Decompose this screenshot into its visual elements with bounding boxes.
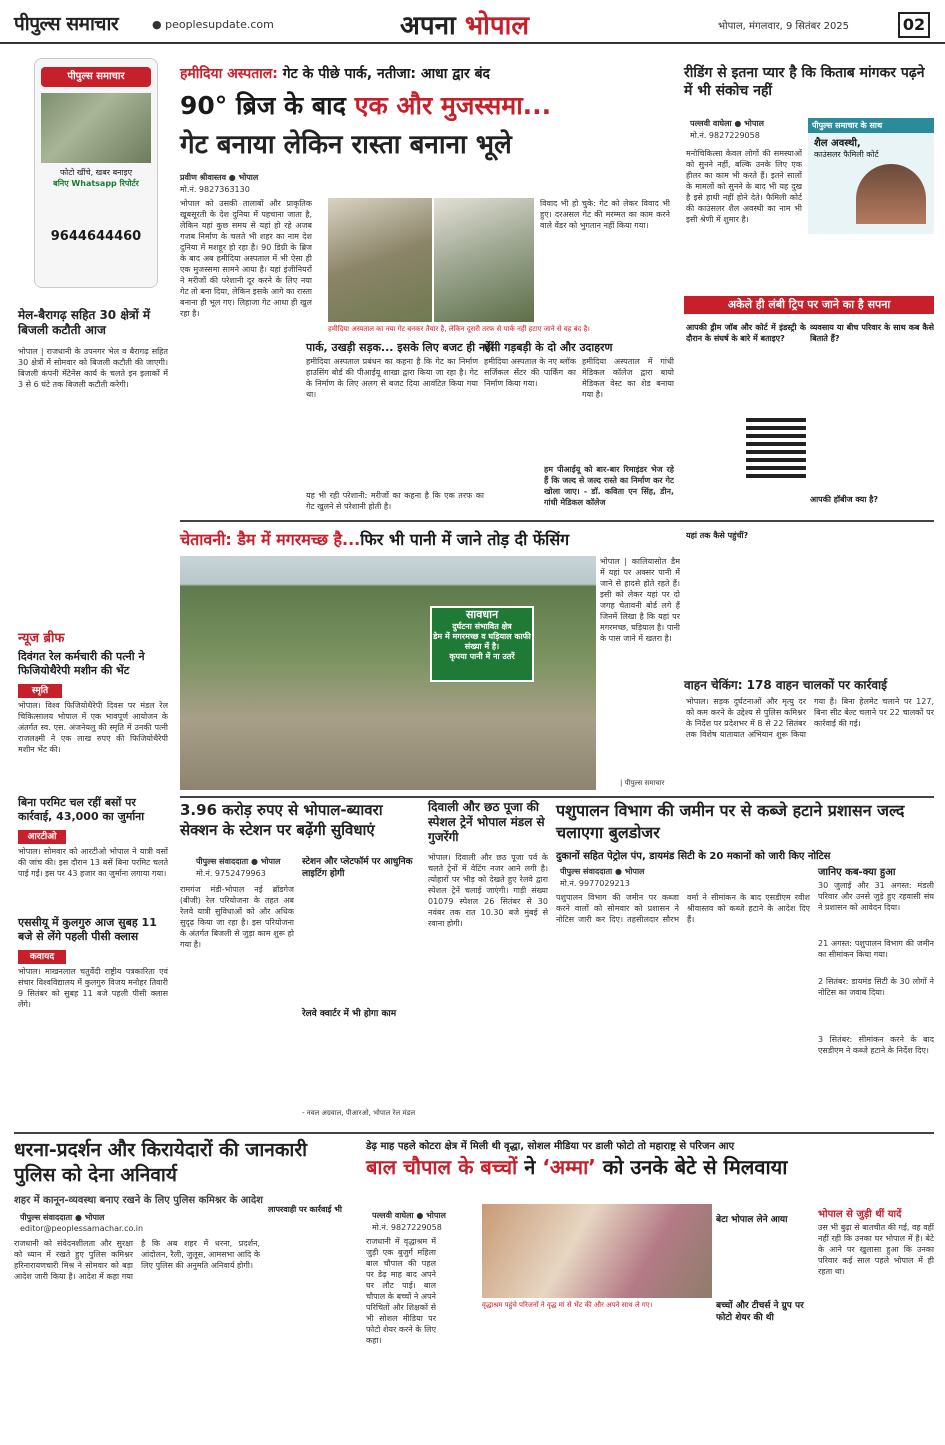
amma-side-headline: भोपाल से जुड़ी थीं यादें bbox=[818, 1209, 902, 1220]
lead-byline: प्रवीण श्रीवास्तव ● भोपाल bbox=[180, 173, 259, 182]
gate-photo-caption: हमीदिया अस्पताल का नया गेट बनकर तैयार है, लेकिन दूसरी तरफ से पार्क नहीं हटाए जाने से वह बंद है। bbox=[328, 325, 590, 333]
reading-byline: पल्लवी वाघेला ● भोपाल bbox=[690, 119, 764, 128]
reading-body: मनोचिकित्सा केवल लोगों की समस्याओं को सुनने नहीं, बल्कि उनके लिए एक हीलर का काम भी करते हैं। इतने सालों के मामलों को सुनने के बाद भी यह दुख है इसे हाथी नहीं होने देते। फैमिली कोर्ट की काउंसलर शैल अवस्थी का नाम भी इसी श्रेणी में शुमार है। bbox=[686, 149, 802, 224]
lead-mobile: मो.नं. 9827363130 bbox=[180, 185, 250, 194]
amma-photo-caption: वृद्धाश्रम पहुंचे परिजनों ने वृद्ध मां से भेंट की और अपने साथ ले गए। bbox=[482, 1301, 653, 1309]
power-cut-body: भोपाल | राजधानी के उपनगर भेल व बैरागढ़ सहित 30 क्षेत्रों में सोमवार को बिजली कटौती की जाएगी। बिजली कंपनी मेंटेनेंस कार्य के चलते इन इलाकों में 3 से 6 घंटे तक बिजली कटौती करेगी। bbox=[18, 347, 168, 389]
whatsapp-reporter-ad[interactable] bbox=[34, 58, 158, 288]
brief-2-headline: बिना परमिट चल रहीं बसों पर कार्रवाई, 43,000 का जुर्माना bbox=[18, 796, 145, 823]
divider bbox=[180, 520, 934, 522]
ad-phone-number[interactable]: 9644644460 bbox=[50, 229, 142, 244]
protest-byline: पीपुल्स संवाददाता ● भोपाल bbox=[20, 1213, 105, 1222]
vet-side-headline: जानिए कब-क्या हुआ bbox=[818, 867, 896, 878]
lead-headline-2: गेट बनाया लेकिन रास्ता बनाना भूले bbox=[180, 130, 512, 160]
protest-headline: धरना-प्रदर्शन और किरायेदारों की जानकारी पुलिस को देना अनिवार्य bbox=[14, 1139, 308, 1186]
gate-photo-2 bbox=[434, 198, 534, 322]
amma-mobile: मो.नं. 9827229058 bbox=[372, 1223, 442, 1232]
amma-body: राजधानी में वृद्धाश्रम में जुड़ी एक बुजुर्ग महिला बाल चौपाल की पहल पर डेढ़ माह बाद अपने घर लौट पाई। बाल चौपाल के बच्चों ने अपने परिचितों और शिक्षकों से भी सोशल मीडिया पर फोटो शेयर करने के लिए कहा। bbox=[366, 1237, 436, 1345]
website-url[interactable]: ● peoplesupdate.com bbox=[152, 18, 274, 31]
vet-side-1: 30 जुलाई और 31 अगस्त: मंडली परिवार और उनसे जुड़े हुए रहवासी संघ ने प्रशासन को आवेदन दिया। bbox=[818, 881, 934, 912]
vet-side-2: 21 अगस्त: पशुपालन विभाग की जमीन का सीमांकन किया गया। bbox=[818, 939, 934, 959]
vet-mobile: मो.नं. 9977029213 bbox=[560, 879, 630, 888]
lead-subhead-1: पार्क, उखड़ी सड़क... इसके लिए बजट ही नहीं bbox=[306, 341, 494, 354]
trains-headline: दिवाली और छठ पूजा की स्पेशल ट्रेनें भोपाल मंडल से गुजरेंगी bbox=[428, 800, 545, 844]
qr-code[interactable] bbox=[746, 418, 806, 478]
rail-subhead-2: रेलवे क्वार्टर में भी होगा काम bbox=[302, 1009, 397, 1019]
lead-body: भोपाल को उसकी तालाबों और प्राकृतिक खूबसूरती के देश दुनिया में पहचाना जाता है, लेकिन यहां कुछ समय से यहां हो रहे अजब गजब निर्माण के चलते भी शहर का नाम देश दुनिया में मशहूर हो रहा है। 90 डिग्री के ब्रिज के बाद अब हमीदिया अस्पताल में भी ऐसा ही एक मुजस्समा सामने आया है। यहां इंजीनियरों ने मरीजों की परेशानी दूर करने के लिए नया गेट तो बना दिया, लेकिन इसके आगे का रास्ता बनाना ही भूल गए। लिहाजा गेट आधा ही खुल रहा है। bbox=[180, 199, 312, 318]
lead-subhead-2: ऐसी गड़बड़ी के दो और उदाहरण bbox=[484, 341, 613, 354]
vehicle-headline: वाहन चेकिंग: 178 वाहन चालकों पर कार्रवाई bbox=[684, 678, 888, 692]
rail-subhead-1: स्टेशन और प्लेटफॉर्म पर आधुनिक लाइटिंग होगी bbox=[302, 857, 413, 879]
vet-headline: पशुपालन विभाग की जमीन पर से कब्जे हटाने प्रशासन जल्द चलाएगा बुलडोजर bbox=[556, 801, 905, 842]
lead-bottom-note: यह भी रही परेशानी: मरीजों का कहना है कि एक तरफ का गेट खुलने से परेशानी होती है। bbox=[306, 491, 484, 511]
question-2: व्यवसाय या बीच परिवार के साथ कब कैसे बिताते हैं? bbox=[810, 323, 934, 343]
brief-1-headline: दिवंगत रेल कर्मचारी की पत्नी ने फिजियोथैरेपी मशीन की भेंट bbox=[18, 650, 145, 677]
question-1: आपकी ड्रीम जॉब और कोर्ट में इंडस्ट्री के दौरान के संघर्ष के बारे में बताइए? bbox=[686, 323, 806, 343]
amma-subhead-1: बेटा भोपाल लेने आया bbox=[716, 1215, 788, 1225]
lead-side-text: विवाद भी हो चुके: गेट को लेकर विवाद भी हुए। दरअसल गेट की मरम्मत का काम करने वाले वेंडर को भुगतान नहीं किया गया। bbox=[540, 199, 670, 230]
vet-body: पशुपालन विभाग की जमीन पर कब्जा करने वालों को सोमवार को प्रशासन ने नोटिस जारी कर दिए। तहसीलदार सौरभ वर्मा ने सीमांकन के बाद एसडीएम रवीश श्रीवास्तव को कब्जे हटाने के आदेश दिए हैं। bbox=[556, 893, 810, 924]
brief-2-body: भोपाल। सोमवार को आरटीओ भोपाल ने यात्री वसों की जांच की। इस दौरान 13 बसें बिना परमिट चलते पाई गईं। इस पर 43 हजार का जुर्माना लगाया गया। bbox=[18, 847, 168, 878]
brief-3-badge: कवायद bbox=[18, 950, 66, 964]
rail-byline: पीपुल्स संवाददाता ● भोपाल bbox=[196, 857, 281, 866]
amma-headline: बाल चौपाल के बच्चों ने ‘अम्मा’ को उनके बेटे से मिलवाया bbox=[366, 1155, 788, 1179]
dam-credit: | पीपुल्स समाचार bbox=[620, 779, 665, 787]
counselor-name: शैल अवस्थी, bbox=[814, 138, 861, 149]
lead-headline-1: 90° ब्रिज के बाद एक और मुजस्समा... bbox=[180, 91, 552, 120]
amma-kicker: डेढ़ माह पहले कोटरा क्षेत्र में मिली थी वृद्धा, सोशल मीडिया पर डाली फोटो तो महाराष्ट्र से परिजन आए bbox=[366, 1141, 735, 1152]
counselor-badge: पीपुल्स समाचार के साथ bbox=[808, 118, 934, 133]
vehicle-body: भोपाल। सड़क दुर्घटनाओं और मृत्यु दर को कम करने के उद्देश्य से पुलिस कमिश्नर के निर्देश पर प्रदेशभर में 8 से 22 सितंबर तक विशेष यातायात अभियान शुरू किया गया है। बिना हेलमेट चलाने पर 127, बिना सीट बेल्ट चलाने पर 22 चालकों पर कार्रवाई की गई। bbox=[686, 697, 934, 739]
sign-line-1: सावधान bbox=[465, 608, 499, 621]
vet-byline: पीपुल्स संवाददाता ● भोपाल bbox=[560, 867, 645, 876]
warning-sign bbox=[430, 606, 534, 682]
counselor-role: काउंसलर फैमिली कोर्ट bbox=[814, 150, 879, 159]
gate-photo-1 bbox=[328, 198, 432, 322]
trains-body: भोपाल। दिवाली और छठ पूजा पर्व के चलते ट्रेनों में वेटिंग नजर आने लगी है। त्योहारों पर भीड़ को देखते हुए रेलवे द्वारा स्पेशल ट्रेनें चलाई जाएंगी। गाड़ी संख्या 01079 स्पेशल 26 सितंबर से 30 नवंबर तक रात 10.30 बजे मुंबई से रवाना होगी। bbox=[428, 853, 548, 928]
dam-headline: चेतावनी: डैम में मगरमच्छ है...फिर भी पानी में जाने तोड़ दी फेंसिंग bbox=[180, 530, 570, 549]
amma-photo bbox=[482, 1204, 712, 1298]
lead-quote: हम पीआईयू को बार-बार रिमाइंडर भेज रहे हैं कि जल्द से जल्द रास्ते का निर्माण कर गेट खोला जाए। - डॉ. कविता एन सिंह, डीन, गांधी मेडिकल कॉलेज bbox=[544, 465, 674, 507]
brief-1-body: भोपाल। विश्व फिजियोथैरेपी दिवस पर मंडल रेल चिकित्सालय भोपाल में एक भावपूर्ण आयोजन के अंतर्गत स्व. एस. अंजनेयलु की स्मृति में उनकी पत्नी राजलक्ष्मी ने एक लाख रुपए की फिजियोथैरेपी मशीन भेंट की। bbox=[18, 701, 168, 754]
amma-subhead-2: बच्चों और टीचर्स ने ग्रुप पर फोटो शेयर की थी bbox=[716, 1301, 804, 1323]
protest-deck: शहर में कानून-व्यवस्था बनाए रखने के लिए पुलिस कमिश्नर के आदेश bbox=[14, 1195, 263, 1206]
amma-byline: पल्लवी वाघेला ● भोपाल bbox=[372, 1211, 446, 1220]
counselor-box bbox=[808, 118, 934, 234]
question-4: यहां तक कैसे पहुंचीं? bbox=[686, 531, 749, 540]
trip-banner: अकेले ही लंबी ट्रिप पर जाने का है सपना bbox=[684, 296, 934, 314]
protest-email[interactable]: editor@peoplessamachar.co.in bbox=[20, 1224, 144, 1233]
ad-photo bbox=[41, 93, 151, 163]
counselor-photo bbox=[856, 164, 926, 224]
dam-body: भोपाल | कालियासोत डैम में यहां पर अक्सर पानी में जाने से हादसे होते रहते हैं। इसी को लेकर यहां पर दो जगह चेतावनी बोर्ड लगे हैं जिनमें लिखा है कि यहां पर मगरमच्छ, घड़ियाल है। पानी के पास जाने में खतरा है। bbox=[600, 557, 680, 643]
reading-mobile: मो.नं. 9827229058 bbox=[690, 131, 760, 140]
dateline: भोपाल, मंगलवार, 9 सितंबर 2025 bbox=[718, 21, 850, 32]
sign-line-4: कृपया पानी में ना उतरें bbox=[449, 652, 515, 661]
page-number: 02 bbox=[898, 12, 930, 38]
rail-mobile: मो.नं. 9752479963 bbox=[196, 869, 266, 878]
example-2: हमीदिया अस्पताल में गांधी मेडिकल कॉलेज द्वारा बायो मेडिकल वेस्ट का शेड बनाया गया है। bbox=[582, 357, 674, 399]
ad-text-1: फोटो खींचे, खबर बनाइए bbox=[59, 168, 133, 177]
newspaper-logo[interactable]: पीपुल्स समाचार bbox=[14, 13, 119, 35]
news-brief-label: न्यूज ब्रीफ bbox=[18, 631, 65, 646]
section-title: अपना भोपाल bbox=[400, 11, 530, 41]
brief-3-headline: एससीयू में कुलगुरु आज सुबह 11 बजे से लेंगे पहली पीसी क्लास bbox=[18, 916, 157, 943]
brief-1-badge: स्मृति bbox=[18, 684, 62, 698]
rail-headline: 3.96 करोड़ रुपए से भोपाल-ब्यावरा सेक्शन के स्टेशन पर बढ़ेंगी सुविधाएं bbox=[180, 801, 383, 839]
protest-body: राजधानी को संवेदनशीलता और सुरक्षा को ध्यान में रखते हुए पुलिस कमिश्नर हरिनारायणचारी मिश्र ने सोमवार को बड़ा आदेश जारी किया है। आदेश में कहा गया है कि अब शहर में धरना, प्रदर्शन, आंदोलन, रैली, जुलूस, आमसभा आदि के लिए पुलिस की अनुमति अनिवार्य होगी। bbox=[14, 1239, 260, 1281]
protest-subhead: लापरवाही पर कार्रवाई भी bbox=[268, 1205, 342, 1214]
vet-side-3: 2 सितंबर: डायमंड सिटी के 30 लोगों ने नोटिस का जवाब दिया। bbox=[818, 977, 934, 997]
ad-logo: पीपुल्स समाचार bbox=[41, 67, 151, 87]
rail-note: - नवल अग्रवाल, पीआरओ, भोपाल रेल मंडल bbox=[302, 1109, 416, 1117]
brief-3-body: भोपाल। माखनलाल चतुर्वेदी राष्ट्रीय पत्रकारिता एवं संचार विश्वविद्यालय में कुलगुरु विजय मनोहर तिवारी 9 सितंबर को सुबह 11 बजे पहली पीसी क्लास लेंगे। bbox=[18, 967, 168, 1009]
question-3: आपकी हॉबीज क्या है? bbox=[810, 495, 879, 504]
example-1: हमीदिया अस्पताल के नए ब्लॉक सर्जिकल सेंटर की पार्किंग का निर्माण किया गया। bbox=[484, 357, 576, 388]
sign-line-2: दुर्घटना संभावित क्षेत्र bbox=[452, 622, 512, 631]
vet-deck: दुकानों सहित पेट्रोल पंप, डायमंड सिटी के 20 मकानों को जारी किए नोटिस bbox=[556, 851, 831, 862]
amma-side-body: उस भी बुढ़ा से बातचीत की गई, वह वहीं नहीं रही कि उनका घर भोपाल में है। बेटे के आने पर खुलासा हुआ कि उनका परिवार कई साल पहले भोपाल में ही रहता था। bbox=[818, 1223, 934, 1276]
lead-kicker: हमीदिया अस्पताल: गेट के पीछे पार्क, नतीजा: आधा द्वार बंद bbox=[180, 66, 490, 82]
vet-side-4: 3 सितंबर: सीमांकन करने के बाद एसडीएम ने कब्जे हटाने के निर्देश दिए। bbox=[818, 1035, 934, 1055]
rail-body: रामगंज मंडी-भोपाल नई ब्रॉडगेज (बीजी) रेल परियोजना के तहत अब रेलवे यात्री सुविधाओं को और अधिक सुदृढ़ किया जा रहा है। इस परियोजना के अंतर्गत बिजली से जुड़ा काम शुरू हो गया है। bbox=[180, 885, 294, 949]
ad-text-2: बनिए Whatsapp रिपोर्टर bbox=[53, 179, 139, 188]
brief-2-badge: आरटीओ bbox=[18, 830, 66, 844]
divider bbox=[180, 796, 934, 798]
power-cut-headline: मेल-बैरागढ़ सहित 30 क्षेत्रों में बिजली कटौती आज bbox=[18, 308, 151, 337]
divider bbox=[14, 1132, 934, 1134]
sign-line-3: डेम में मगरमच्छ व घड़ियाल काफी संख्या में है। bbox=[433, 632, 531, 651]
lead-subhead-1-body: हमीदिया अस्पताल प्रबंधन का कहना है कि गेट का निर्माण हाउसिंग बोर्ड की पीआईयू शाखा द्वारा किया जा रहा है। गेट के निर्माण के लिए अलग से बजट दिया आवंटित किया गया था। bbox=[306, 357, 478, 399]
reading-headline: रीडिंग से इतना प्यार है कि किताब मांगकर पढ़ने में भी संकोच नहीं bbox=[684, 65, 925, 99]
